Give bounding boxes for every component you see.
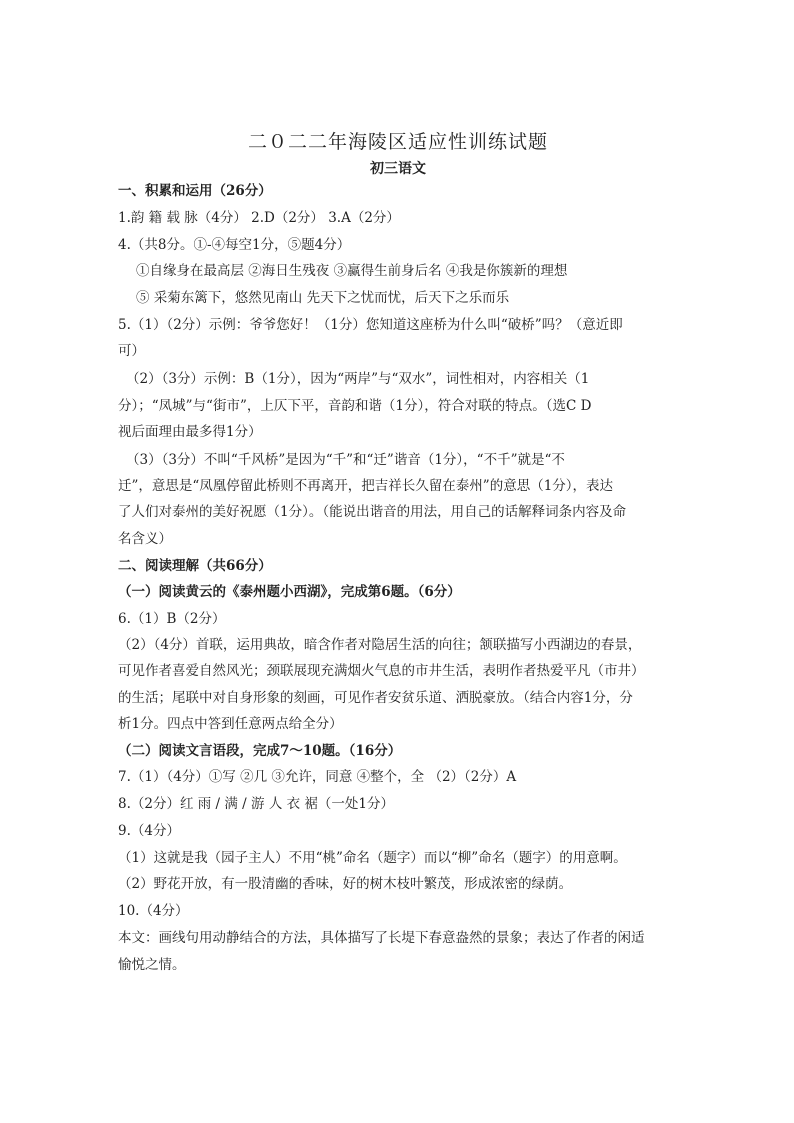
- answer-line: 析1分。四点中答到任意两点给全分）: [118, 716, 343, 732]
- answer-line: （1）这就是我（园子主人）不用“桃”命名（题字）而以“柳”命名（题字）的用意啊。: [118, 850, 627, 866]
- answer-line: 10.（4分）: [118, 903, 189, 919]
- answer-line: 可）: [118, 343, 145, 359]
- answer-line: （2）（4分）首联，运用典故，暗含作者对隐居生活的向往；颔联描写小西湖边的春景，: [118, 637, 642, 653]
- page-title: 二０二二年海陵区适应性训练试题: [247, 131, 548, 153]
- answer-line: 本文：画线句用动静结合的方法，具体描写了长堤下春意盎然的景象；表达了作者的闲适: [118, 930, 645, 946]
- answer-line: 的生活；尾联中对自身形象的刻画，可见作者安贫乐道、洒脱豪放。（结合内容1分，分: [118, 690, 633, 706]
- answer-line: 名含义）: [118, 531, 172, 547]
- answer-line: （3）（3分）不叫“千风桥”是因为“千”和“迁”谐音（1分），“不千”就是“不: [126, 452, 565, 468]
- answer-line: ⑤ 采菊东篱下，悠然见南山 先天下之忧而忧，后天下之乐而乐: [136, 290, 510, 306]
- answer-line: 分）；“凤城”与“街市”，上仄下平，音韵和谐（1分），符合对联的特点。（选C D: [118, 398, 592, 414]
- answer-line: 8.（2分）红 雨 / 满 / 游 人 衣 裾（一处1分）: [118, 796, 394, 812]
- answer-line: 迁”，意思是“凤凰停留此桥则不再离开，把吉祥长久留在泰州”的意思（1分），表达: [118, 478, 614, 494]
- page-subtitle: 初三语文: [370, 161, 426, 177]
- section-heading: 二、阅读理解（共66分）: [118, 558, 272, 574]
- answer-line: 愉悦之情。: [118, 957, 186, 973]
- answer-line: 9.（4分）: [118, 823, 180, 839]
- answer-line: 了人们对泰州的美好祝愿（1分）。（能说出谐音的用法，用自己的话解释词条内容及命: [118, 504, 627, 520]
- answer-line: 6.（1）B（2分）: [118, 611, 226, 627]
- answer-line: ①自缘身在最高层 ②海日生残夜 ③赢得生前身后名 ④我是你簇新的理想: [136, 263, 568, 279]
- answer-line: （2）野花开放，有一股清幽的香味，好的树木枝叶繁茂，形成浓密的绿荫。: [118, 876, 573, 892]
- answer-line: 5.（1）（2分）示例：爷爷您好！（1分）您知道这座桥为什么叫“破桥”吗？（意近即: [118, 317, 623, 333]
- answer-line: 可见作者喜爱自然风光；颈联展现充满烟火气息的市井生活，表明作者热爱平凡（市井）: [118, 663, 645, 679]
- section-heading: 一、积累和运用（26分）: [118, 183, 272, 199]
- answer-line: 4.（共8分。①-④每空1分，⑤题4分）: [118, 237, 351, 253]
- answer-line: 视后面理由最多得1分）: [118, 424, 262, 440]
- subsection-heading: （二）阅读文言语段，完成7～10题。（16分）: [118, 743, 402, 759]
- answer-line: 7.（1）（4分）①写 ②几 ③允许，同意 ④整个，全 （2）（2分）A: [118, 769, 517, 785]
- answer-line: 1.韵 籍 载 脉（4分） 2.D（2分） 3.A（2分）: [118, 210, 400, 226]
- subsection-heading: （一）阅读黄云的《泰州题小西湖》，完成第6题。（6分）: [118, 584, 461, 600]
- answer-line: （2）（3分）示例：B（1分），因为“两岸”与“双水”，词性相对，内容相关（1: [126, 371, 590, 387]
